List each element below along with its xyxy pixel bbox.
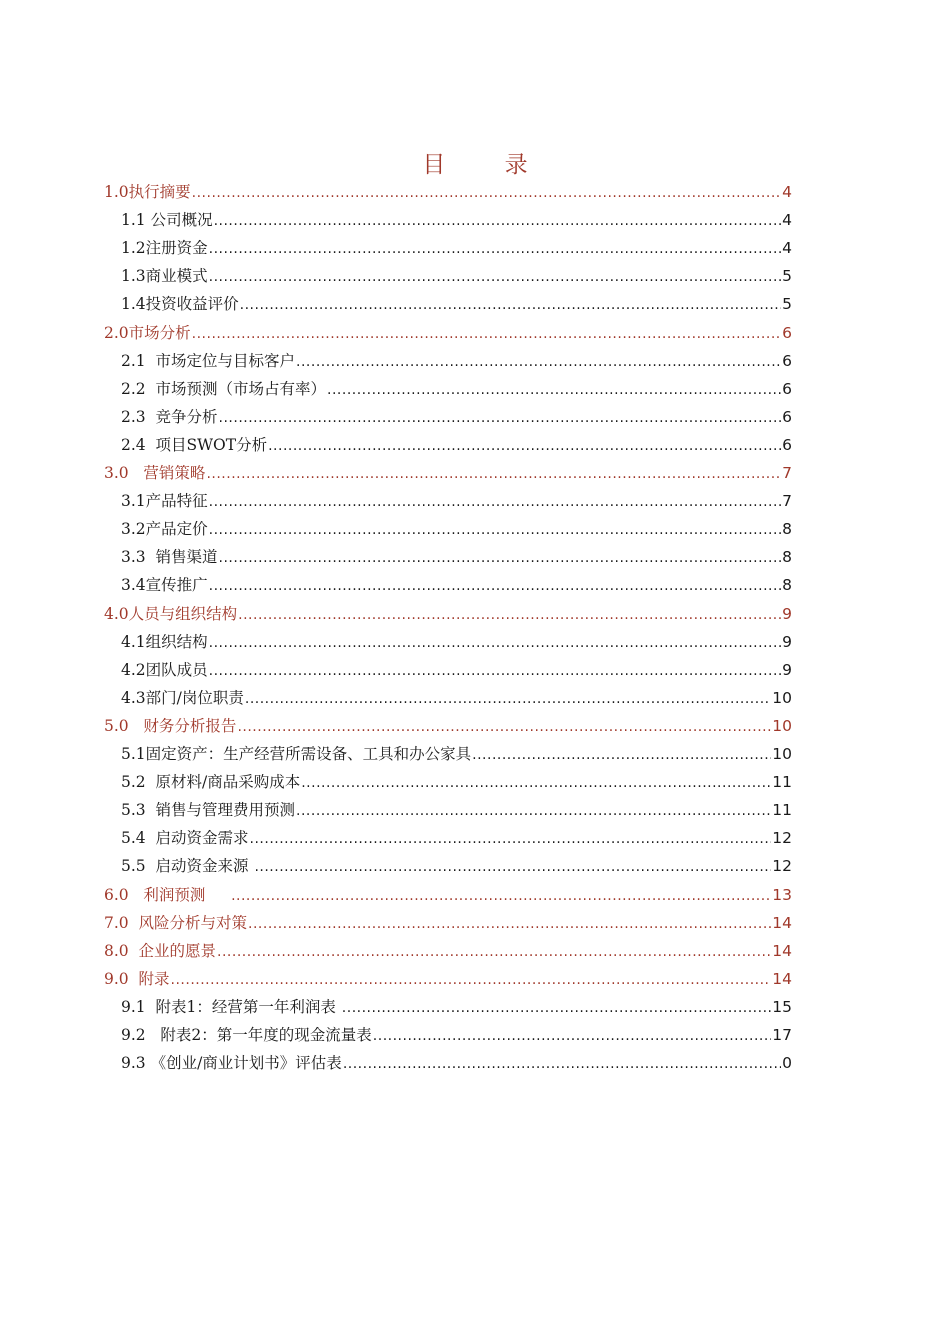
- toc-dot-leader: [268, 432, 781, 460]
- toc-section-entry[interactable]: [121, 290, 792, 318]
- toc-section-entry[interactable]: [121, 375, 792, 403]
- toc-section-entry[interactable]: [121, 628, 792, 656]
- toc-section-entry[interactable]: [121, 543, 792, 571]
- toc-entry-label: 1.3商业模式: [121, 267, 208, 286]
- toc-dot-leader: [209, 572, 781, 600]
- toc-entry-label: 9.3 《创业/商业计划书》评估表: [121, 1054, 342, 1073]
- toc-entry-label: 2.2 市场预测（市场占有率）: [121, 379, 327, 398]
- toc-dot-leader: [254, 853, 771, 881]
- toc-entry-label: 7.0 风险分析与对策: [104, 913, 248, 932]
- toc-section-entry[interactable]: [121, 796, 792, 824]
- toc-dot-leader: [248, 910, 771, 938]
- toc-page-number: 8: [782, 520, 792, 539]
- toc-dot-leader: [209, 657, 781, 685]
- toc-page-number: 14: [772, 913, 792, 932]
- toc-section-entry[interactable]: [121, 403, 792, 431]
- toc-entry-label: 5.2 原材料/商品采购成本: [121, 773, 301, 792]
- toc-entry-label: 1.0执行摘要: [104, 183, 191, 201]
- toc-dot-leader: [240, 291, 781, 319]
- toc-chapter-entry[interactable]: [104, 178, 792, 206]
- toc-entry-label: 8.0 企业的愿景: [104, 941, 217, 960]
- toc-page-number: 10: [772, 745, 792, 763]
- toc-entry-label: 2.0市场分析: [104, 323, 191, 342]
- toc-dot-leader: [209, 488, 781, 516]
- toc-page-number: 12: [772, 857, 792, 876]
- toc-page-number: 4: [782, 239, 792, 258]
- toc-section-entry[interactable]: [121, 768, 792, 796]
- toc-page-number: 7: [782, 464, 792, 482]
- toc-dot-leader: [245, 685, 771, 713]
- toc-entry-label: 2.4 项目SWOT分析: [121, 435, 268, 454]
- toc-dot-leader: [237, 713, 771, 741]
- toc-section-entry[interactable]: [121, 656, 792, 684]
- toc-section-entry[interactable]: [121, 262, 792, 290]
- toc-entry-label: 3.2产品定价: [121, 520, 208, 539]
- toc-entry-label: 3.4宣传推广: [121, 576, 208, 595]
- toc-page-number: 4: [782, 183, 792, 201]
- toc-section-entry[interactable]: [121, 234, 792, 262]
- toc-page-number: 10: [772, 688, 792, 707]
- toc-entry-label: 5.0 财务分析报告: [104, 716, 237, 735]
- toc-section-entry[interactable]: [121, 571, 792, 599]
- toc-dot-leader: [250, 825, 772, 853]
- toc-entry-label: 1.4投资收益评价: [121, 295, 239, 314]
- toc-dot-leader: [327, 376, 781, 404]
- toc-dot-leader: [217, 938, 771, 966]
- toc-dot-leader: [472, 741, 771, 769]
- toc-dot-leader: [214, 207, 782, 235]
- toc-entry-label: 4.1组织结构: [121, 632, 208, 651]
- toc-section-entry[interactable]: [121, 1049, 792, 1077]
- toc-chapter-entry[interactable]: [104, 600, 792, 628]
- toc-page-number: 5: [782, 267, 792, 286]
- toc-page-number: 6: [782, 407, 792, 426]
- toc-dot-leader: [343, 1050, 781, 1078]
- toc-entry-label: 6.0 利润预测: [104, 885, 231, 904]
- toc-page-number: 9: [782, 604, 792, 623]
- toc-chapter-entry[interactable]: [104, 712, 792, 740]
- toc-title: 目 录: [422, 152, 554, 178]
- toc-section-entry[interactable]: [121, 740, 792, 768]
- toc-page-number: 9: [782, 632, 792, 651]
- toc-page-number: 5: [782, 295, 792, 314]
- toc-page-number: 0: [782, 1054, 792, 1073]
- toc-section-entry[interactable]: [121, 1021, 792, 1049]
- toc-chapter-entry[interactable]: [104, 319, 792, 347]
- toc-page-number: 9: [782, 660, 792, 679]
- toc-section-entry[interactable]: [121, 431, 792, 459]
- toc-dot-leader: [206, 460, 781, 488]
- toc-dot-leader: [219, 544, 782, 572]
- toc-entry-label: 9.0 附录: [104, 969, 170, 988]
- toc-page-number: 8: [782, 576, 792, 595]
- toc-entry-label: 5.3 销售与管理费用预测: [121, 801, 296, 820]
- toc-section-entry[interactable]: [121, 347, 792, 375]
- toc-dot-leader: [238, 601, 781, 629]
- toc-entry-label: 3.1产品特征: [121, 492, 208, 511]
- toc-page-number: 6: [782, 351, 792, 370]
- toc-dot-leader: [192, 320, 781, 348]
- toc-page-number: 8: [782, 548, 792, 567]
- toc-section-entry[interactable]: [121, 684, 792, 712]
- toc-page-number: 6: [782, 435, 792, 454]
- toc-dot-leader: [209, 629, 781, 657]
- toc-page-number: 6: [782, 323, 792, 342]
- toc-entry-label: 2.1 市场定位与目标客户: [121, 351, 296, 370]
- toc-section-entry[interactable]: [121, 487, 792, 515]
- toc-entry-label: 4.2团队成员: [121, 660, 208, 679]
- toc-page-number: 10: [772, 716, 792, 735]
- toc-page-number: 17: [772, 1026, 792, 1044]
- toc-dot-leader: [301, 769, 771, 797]
- toc-page-number: 6: [782, 379, 792, 398]
- toc-chapter-entry[interactable]: [104, 965, 792, 993]
- toc-entry-label: 3.0 营销策略: [104, 464, 206, 482]
- toc-section-entry[interactable]: [121, 515, 792, 543]
- toc-page-number: 4: [782, 211, 792, 230]
- toc-entry-label: 1.2注册资金: [121, 239, 208, 258]
- toc-page-number: 14: [772, 941, 792, 960]
- toc-entry-label: 4.3部门/岗位职责: [121, 688, 244, 707]
- toc-page-number: 12: [772, 829, 792, 848]
- toc-chapter-entry[interactable]: [104, 909, 792, 937]
- toc-dot-leader: [209, 263, 781, 291]
- toc-page-number: 11: [772, 801, 792, 820]
- toc-chapter-entry[interactable]: [104, 881, 792, 909]
- toc-dot-leader: [209, 516, 781, 544]
- toc-page-number: 15: [772, 997, 792, 1016]
- toc-dot-leader: [296, 348, 781, 376]
- toc-dot-leader: [209, 235, 781, 263]
- toc-dot-leader: [171, 966, 772, 994]
- toc-entry-label: 4.0人员与组织结构: [104, 604, 238, 623]
- toc-entry-label: 5.5 启动资金来源: [121, 857, 254, 876]
- toc-section-entry[interactable]: [121, 993, 792, 1021]
- toc-chapter-entry[interactable]: [104, 937, 792, 965]
- toc-page-number: 14: [772, 969, 792, 988]
- toc-entry-label: 9.2 附表2：第一年度的现金流量表: [121, 1026, 372, 1044]
- toc-page-number: 7: [782, 492, 792, 511]
- toc-page-number: 13: [772, 885, 792, 904]
- toc-section-entry[interactable]: [121, 852, 792, 880]
- toc-dot-leader: [219, 404, 782, 432]
- toc-page-number: 11: [772, 773, 792, 792]
- toc-dot-leader: [373, 1022, 771, 1050]
- toc-entry-label: 1.1 公司概况: [121, 211, 213, 230]
- toc-chapter-entry[interactable]: [104, 459, 792, 487]
- toc-dot-leader: [296, 797, 771, 825]
- toc-entry-label: 2.3 竞争分析: [121, 407, 218, 426]
- toc-entry-label: 5.1固定资产：生产经营所需设备、工具和办公家具: [121, 745, 472, 763]
- toc-entry-label: 5.4 启动资金需求: [121, 829, 249, 848]
- toc-entry-label: 9.1 附表1：经营第一年利润表: [121, 997, 341, 1016]
- toc-dot-leader: [342, 994, 771, 1022]
- toc-entry-label: 3.3 销售渠道: [121, 548, 218, 567]
- toc-section-entry[interactable]: [121, 824, 792, 852]
- toc-section-entry[interactable]: [121, 206, 792, 234]
- toc-dot-leader: [231, 882, 771, 910]
- toc-dot-leader: [192, 179, 781, 207]
